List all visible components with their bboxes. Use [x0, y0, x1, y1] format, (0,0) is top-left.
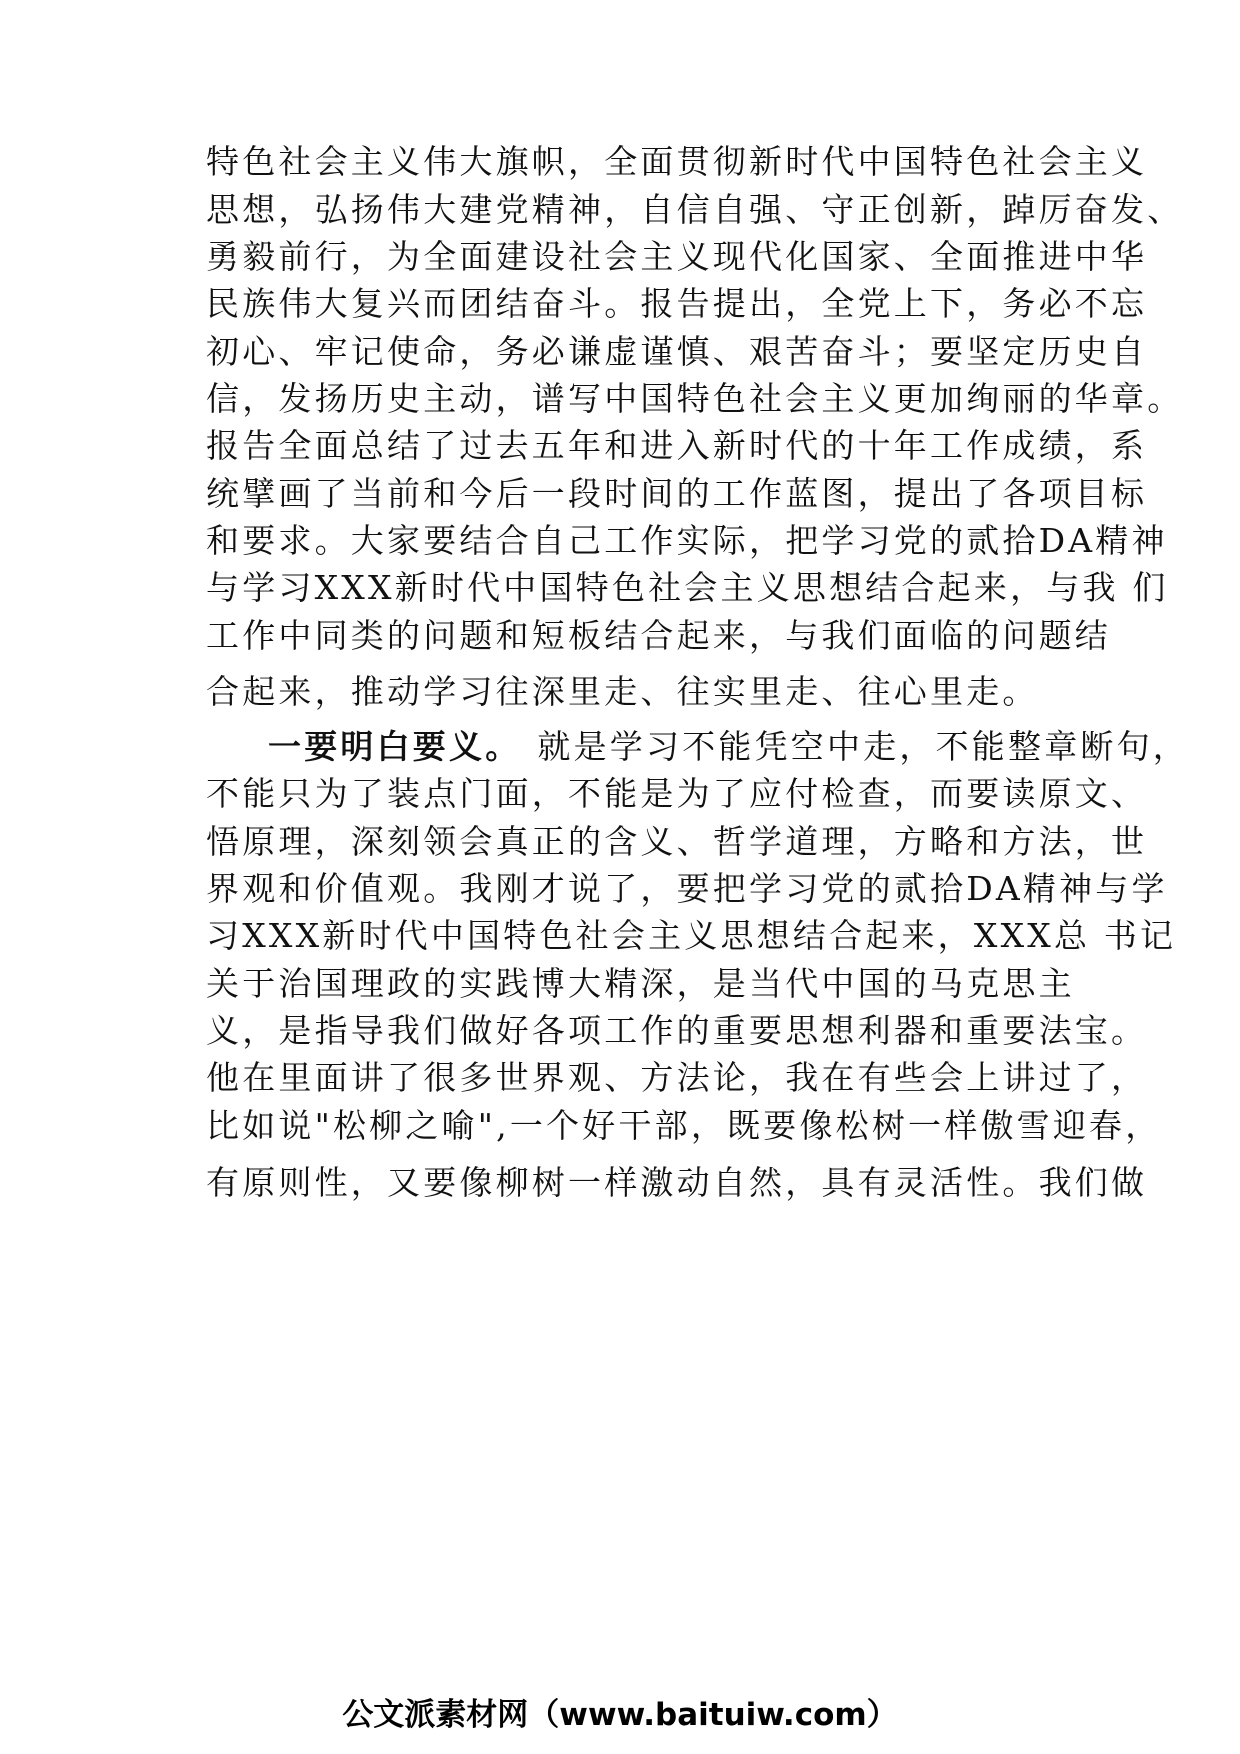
text-line: 民族伟大复兴而团结奋斗。报告提出，全党上下，务必不忘 — [206, 284, 1148, 323]
text-line: 报告全面总结了过去五年和进入新时代的十年工作成绩，系 — [206, 426, 1148, 465]
text-line: 和要求。大家要结合自己工作实际，把学习党的贰拾DA精神 — [206, 521, 1168, 560]
text-line: 不能只为了装点门面，不能是为了应付检查，而要读原文、 — [206, 774, 1148, 813]
text-line: 与学习XXX新时代中国特色社会主义思想结合起来，与我 们 — [206, 568, 1169, 607]
text-line: 工作中同类的问题和短板结合起来，与我们面临的问题结 — [206, 616, 1111, 655]
text-line: 信，发扬历史主动，谱写中国特色社会主义更加绚丽的华章。 — [206, 379, 1184, 418]
paragraph-first-line — [268, 727, 1190, 767]
text-line: 关于治国理政的实践博大精深，是当代中国的马克思主 — [206, 964, 1075, 1003]
text-line: 思想，弘扬伟大建党精神，自信自强、守正创新，踔厉奋发、 — [206, 190, 1184, 229]
text-line: 有原则性，又要像柳树一样激动自然，具有灵活性。我们做 — [206, 1163, 1148, 1202]
text-line: 合起来，推动学习往深里走、往实里走、往心里走。 — [206, 672, 1039, 711]
text-line: 初心、牢记使命，务必谦虚谨慎、艰苦奋斗；要坚定历史自 — [206, 332, 1148, 371]
text-line: 悟原理，深刻领会真正的含义、哲学道理，方略和方法，世 — [206, 822, 1148, 861]
paragraph-text: 就是学习不能凭空中走，不能整章断句， — [537, 727, 1190, 766]
footer-source-text: 公文派素材网（www.baituiw.com） — [342, 1697, 898, 1733]
text-line: 勇毅前行，为全面建设社会主义现代化国家、全面推进中华 — [206, 237, 1148, 276]
text-line: 统擘画了当前和今后一段时间的工作蓝图，提出了各项目标 — [206, 474, 1148, 513]
text-line: 他在里面讲了很多世界观、方法论，我在有些会上讲过了， — [206, 1058, 1148, 1097]
paragraph-heading: 一要明白要义。 — [268, 727, 522, 766]
text-line: 界观和价值观。我刚才说了，要把学习党的贰拾DA精神与学 — [206, 869, 1168, 908]
text-line: 比如说"松柳之喻",一个好干部，既要像松树一样傲雪迎春， — [206, 1106, 1162, 1145]
text-line: 特色社会主义伟大旗帜，全面贯彻新时代中国特色社会主义 — [206, 142, 1148, 181]
text-line: 习XXX新时代中国特色社会主义思想结合起来，XXX总 书记 — [206, 916, 1177, 955]
text-line: 义，是指导我们做好各项工作的重要思想利器和重要法宝。 — [206, 1011, 1148, 1050]
